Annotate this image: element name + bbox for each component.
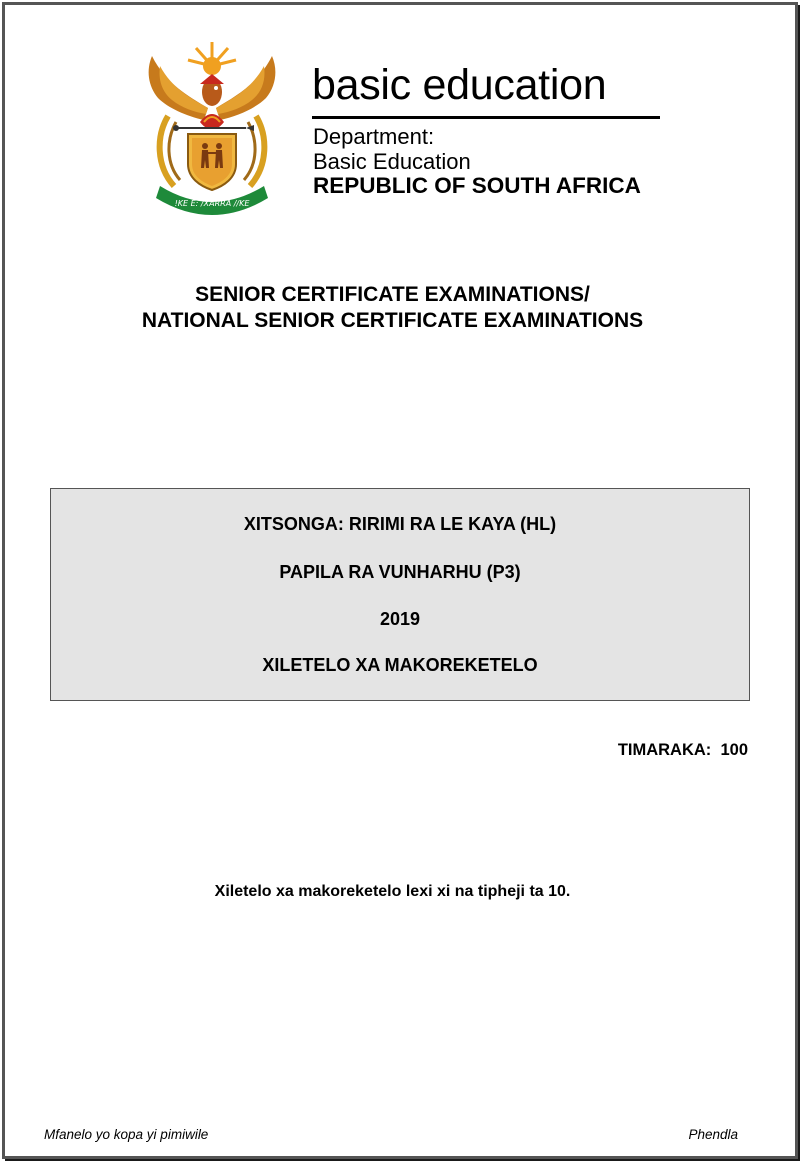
total-marks: TIMARAKA: 100 <box>617 741 748 759</box>
department-label: Department: <box>313 124 435 149</box>
brand-underline <box>312 116 660 119</box>
brand-title: basic education <box>312 61 607 109</box>
exam-heading-line-1: SENIOR CERTIFICATE EXAMINATIONS/ <box>195 283 590 306</box>
document-type: XILETELO XA MAKOREKETELO <box>262 655 538 675</box>
motto-text: !KE E: /XARRA //KE <box>174 199 250 208</box>
exam-year: 2019 <box>379 609 421 629</box>
paper-title: PAPILA RA VUNHARHU (P3) <box>279 562 521 582</box>
department-name: Basic Education <box>313 149 471 174</box>
subject-box <box>50 488 750 701</box>
copyright-notice: Mfanelo yo kopa yi pimiwile <box>44 1127 209 1142</box>
country-name: REPUBLIC OF SOUTH AFRICA <box>313 173 641 198</box>
turn-over-note: Phendla <box>688 1127 738 1142</box>
subject-title: XITSONGA: RIRIMI RA LE KAYA (HL) <box>243 514 557 534</box>
bird-head-icon <box>200 74 224 106</box>
sun-icon <box>188 42 236 75</box>
exam-heading-line-2: NATIONAL SENIOR CERTIFICATE EXAMINATIONS <box>141 309 644 332</box>
pages-note: Xiletelo xa makoreketelo lexi xi na tipheji ta 10. <box>214 883 571 900</box>
south-africa-coat-of-arms-icon <box>138 36 286 216</box>
shield-icon <box>188 134 236 190</box>
